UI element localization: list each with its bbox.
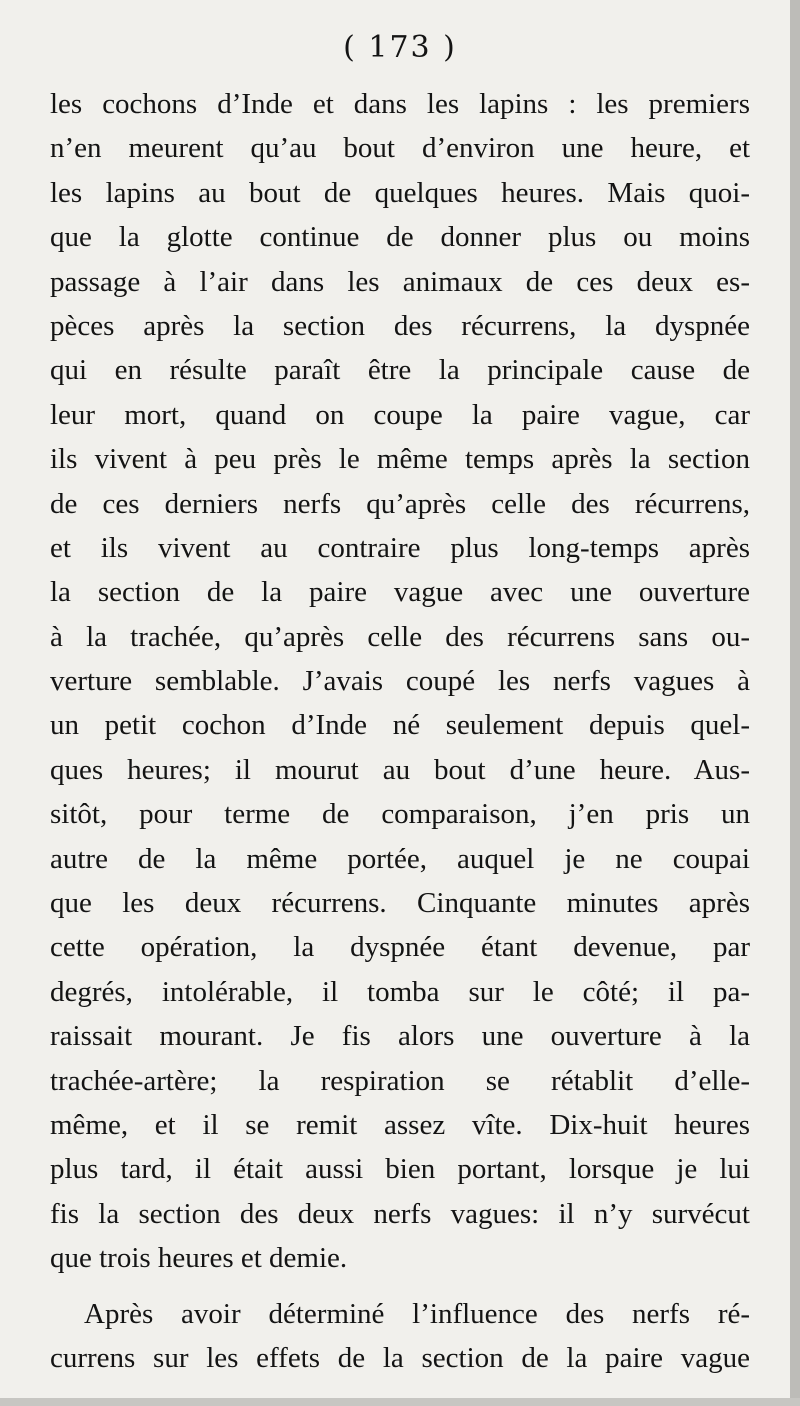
text-line: les lapins au bout de quelques heures. Mais quoi- — [50, 176, 750, 209]
text-line: fis la section des deux nerfs vagues: il n’y survécut — [50, 1197, 750, 1230]
text-line: raissait mourant. Je fis alors une ouverture à la — [50, 1020, 750, 1053]
text-line: trachée-artère; la respiration se rétablit d’elle- — [50, 1064, 750, 1097]
paragraph-spacer — [50, 1281, 750, 1292]
text-line: currens sur les effets de la section de la paire vague — [50, 1341, 750, 1374]
paragraph-1 — [50, 82, 750, 1281]
text-line: sitôt, pour terme de comparaison, j’en pris un — [50, 798, 750, 831]
text-line: ques heures; il mourut au bout d’une heure. Aus- — [50, 753, 750, 786]
text-line: leur mort, quand on coupe la paire vague, car — [50, 398, 750, 431]
page-edge-shadow — [790, 0, 800, 1406]
paragraph-2 — [50, 1292, 750, 1381]
text-line: n’en meurent qu’au bout d’environ une heure, et — [50, 132, 750, 165]
text-line: cette opération, la dyspnée étant devenue, par — [50, 931, 750, 964]
text-line: verture semblable. J’avais coupé les nerfs vagues à — [50, 665, 750, 698]
text-line: que la glotte continue de donner plus ou moins — [50, 221, 750, 254]
page-bottom-edge — [0, 1398, 800, 1406]
text-line: un petit cochon d’Inde né seulement depuis quel- — [50, 709, 750, 742]
text-line: ils vivent à peu près le même temps après la section — [50, 443, 750, 476]
text-line: et ils vivent au contraire plus long-temps après — [50, 531, 750, 564]
text-line: degrés, intolérable, il tomba sur le côté; il pa- — [50, 975, 750, 1008]
text-line: à la trachée, qu’après celle des récurrens sans ou- — [50, 620, 750, 653]
text-line: de ces derniers nerfs qu’après celle des récurrens, — [50, 487, 750, 520]
text-line: qui en résulte paraît être la principale cause de — [50, 354, 750, 387]
text-line: passage à l’air dans les animaux de ces deux es- — [50, 265, 750, 298]
text-line: pèces après la section des récurrens, la dyspnée — [50, 309, 750, 342]
text-line: que les deux récurrens. Cinquante minutes après — [50, 887, 750, 920]
text-line: que trois heures et demie. — [50, 1242, 348, 1275]
text-line: plus tard, il était aussi bien portant, lorsque je lui — [50, 1153, 750, 1186]
text-line: les cochons d’Inde et dans les lapins : les premiers — [50, 88, 750, 120]
body-text — [50, 82, 750, 1380]
text-line: la section de la paire vague avec une ouverture — [50, 576, 750, 609]
page-number: ( 173 ) — [343, 30, 457, 65]
text-line: autre de la même portée, auquel je ne coupai — [50, 842, 750, 875]
text-line: même, et il se remit assez vîte. Dix-huit heures — [50, 1108, 750, 1141]
text-line: Après avoir déterminé l’influence des nerfs ré- — [84, 1297, 750, 1330]
